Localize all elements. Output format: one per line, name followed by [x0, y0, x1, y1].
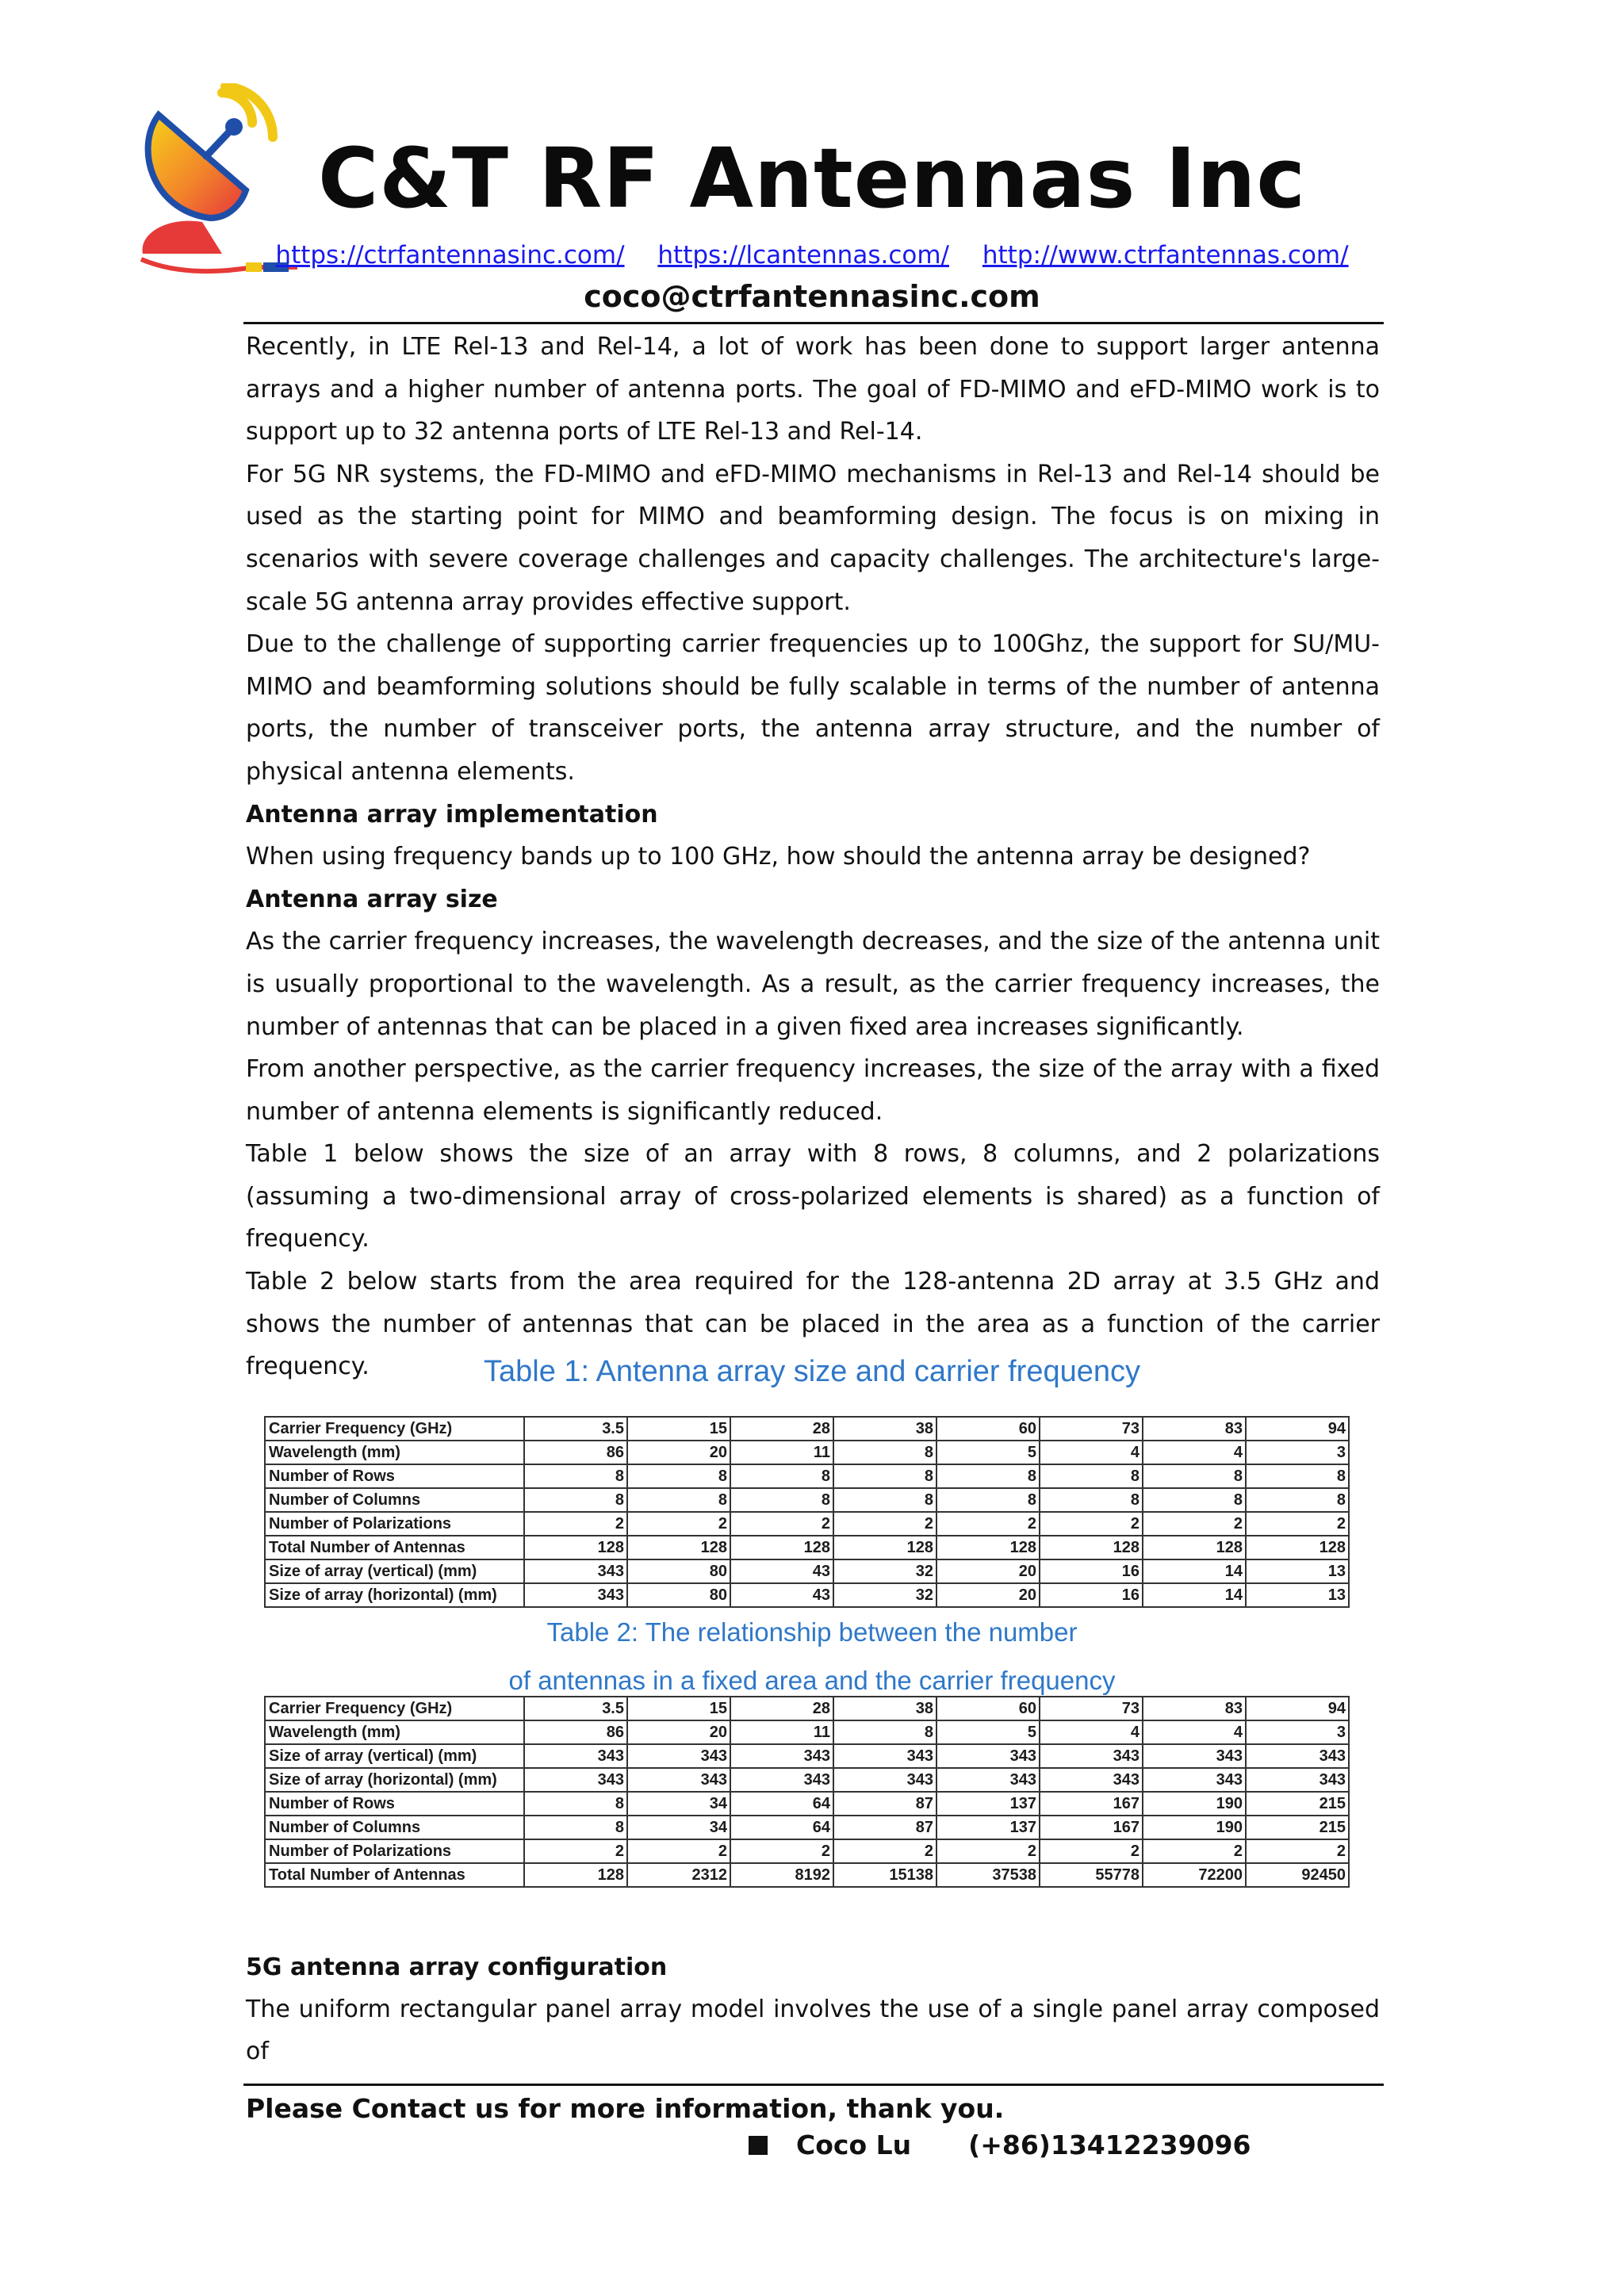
table-cell: 343 — [936, 1744, 1040, 1768]
table-cell: 83 — [1143, 1697, 1246, 1720]
table-cell: 72200 — [1143, 1863, 1246, 1887]
table-cell: 14 — [1143, 1559, 1246, 1583]
row-label: Wavelength (mm) — [265, 1441, 524, 1464]
table-cell: 8 — [833, 1720, 936, 1744]
table2-caption-line2: of antennas in a fixed area and the carrier frequency — [508, 1666, 1116, 1695]
contact-phone: (+86)13412239096 — [968, 2130, 1251, 2160]
table-cell: 215 — [1246, 1816, 1349, 1839]
table-cell: 343 — [1040, 1768, 1143, 1792]
row-label: Wavelength (mm) — [265, 1720, 524, 1744]
table-row — [265, 1559, 1349, 1583]
table-cell: 343 — [833, 1768, 936, 1792]
contact-line — [749, 2126, 1251, 2164]
table-cell: 128 — [730, 1536, 833, 1559]
table-cell: 8 — [627, 1488, 730, 1512]
table-cell: 34 — [627, 1792, 730, 1816]
table-cell: 43 — [730, 1559, 833, 1583]
section-heading: Antenna array size — [246, 885, 498, 913]
square-bullet-icon — [749, 2136, 768, 2155]
table-row — [265, 1512, 1349, 1536]
table-cell: 8 — [627, 1464, 730, 1488]
row-label: Size of array (horizontal) (mm) — [265, 1583, 524, 1607]
table-cell: 20 — [627, 1720, 730, 1744]
table-cell: 2 — [936, 1839, 1040, 1863]
table-cell: 8 — [730, 1488, 833, 1512]
table-cell: 38 — [833, 1417, 936, 1441]
link-ctrfantennas[interactable]: http://www.ctrfantennas.com/ — [982, 241, 1349, 270]
table-cell: 80 — [627, 1559, 730, 1583]
table-cell: 167 — [1040, 1792, 1143, 1816]
table-cell: 8 — [936, 1464, 1040, 1488]
table-cell: 15 — [627, 1417, 730, 1441]
table-cell: 28 — [730, 1417, 833, 1441]
table-cell: 8192 — [730, 1863, 833, 1887]
paragraph: When using frequency bands up to 100 GHz, how should the antenna array be designed? — [246, 843, 1311, 871]
table-row — [265, 1792, 1349, 1816]
table-cell: 4 — [1040, 1441, 1143, 1464]
table-cell: 86 — [524, 1720, 627, 1744]
row-label: Size of array (horizontal) (mm) — [265, 1768, 524, 1792]
table-cell: 343 — [1246, 1744, 1349, 1768]
table-row — [265, 1536, 1349, 1559]
header-divider — [243, 322, 1384, 324]
table-cell: 8 — [730, 1464, 833, 1488]
row-label: Number of Rows — [265, 1792, 524, 1816]
table-cell: 128 — [524, 1863, 627, 1887]
table-cell: 13 — [1246, 1583, 1349, 1607]
row-label: Carrier Frequency (GHz) — [265, 1697, 524, 1720]
section-heading: 5G antenna array configuration — [246, 1954, 668, 1981]
table-cell: 2 — [1143, 1512, 1246, 1536]
table-cell: 343 — [524, 1583, 627, 1607]
paragraph: As the carrier frequency increases, the wavelength decreases, and the size of the antenna unit is usually proportional to the wavelength. As a result, as the carrier frequency increases, the number of antennas that can be placed in a given fixed area increases significantly. — [246, 928, 1380, 1041]
table-row — [265, 1583, 1349, 1607]
paragraph: Table 2 below starts from the area required for the 128-antenna 2D array at 3.5 GHz and shows the number of antennas that can be placed in the area as a function of the carrier frequency. — [246, 1268, 1380, 1381]
table-cell: 343 — [1143, 1744, 1246, 1768]
table-cell: 4 — [1040, 1720, 1143, 1744]
table-cell: 2 — [1246, 1839, 1349, 1863]
table-cell: 60 — [936, 1697, 1040, 1720]
article-body — [246, 326, 1380, 1388]
table-cell: 137 — [936, 1816, 1040, 1839]
table-row — [265, 1768, 1349, 1792]
table-cell: 2312 — [627, 1863, 730, 1887]
table-cell: 94 — [1246, 1697, 1349, 1720]
contact-name: Coco Lu — [796, 2130, 912, 2160]
table-cell: 343 — [730, 1768, 833, 1792]
table-cell: 343 — [1246, 1768, 1349, 1792]
table-cell: 128 — [1040, 1536, 1143, 1559]
table-cell: 3.5 — [524, 1697, 627, 1720]
paragraph: Recently, in LTE Rel-13 and Rel-14, a lot of work has been done to support larger antenna arrays and a higher number of antenna ports. The goal of FD-MIMO and eFD-MIMO work is to support up to 32 antenna ports of LTE Rel-13 and Rel-14. — [246, 333, 1380, 446]
table-cell: 20 — [627, 1441, 730, 1464]
row-label: Total Number of Antennas — [265, 1863, 524, 1887]
table-cell: 343 — [524, 1768, 627, 1792]
table-cell: 2 — [627, 1839, 730, 1863]
table-cell: 20 — [936, 1559, 1040, 1583]
table-cell: 128 — [627, 1536, 730, 1559]
table-cell: 8 — [833, 1488, 936, 1512]
contact-email: coco@ctrfantennasinc.com — [584, 279, 1040, 314]
table-cell: 2 — [627, 1512, 730, 1536]
table-cell: 13 — [1246, 1559, 1349, 1583]
paragraph: The uniform rectangular panel array model involves the use of a single panel array composed of — [246, 1996, 1380, 2065]
table-cell: 2 — [730, 1839, 833, 1863]
table-cell: 8 — [524, 1464, 627, 1488]
table1 — [264, 1416, 1350, 1608]
table2-caption-line1: Table 2: The relationship between the number — [546, 1617, 1078, 1647]
table-cell: 20 — [936, 1583, 1040, 1607]
table-cell: 2 — [730, 1512, 833, 1536]
table-row — [265, 1816, 1349, 1839]
table-cell: 128 — [524, 1536, 627, 1559]
table-cell: 343 — [524, 1744, 627, 1768]
table-cell: 5 — [936, 1720, 1040, 1744]
table-cell: 2 — [936, 1512, 1040, 1536]
table-cell: 8 — [1143, 1488, 1246, 1512]
table-cell: 2 — [524, 1839, 627, 1863]
table-cell: 11 — [730, 1720, 833, 1744]
row-label: Carrier Frequency (GHz) — [265, 1417, 524, 1441]
paragraph: For 5G NR systems, the FD-MIMO and eFD-MIMO mechanisms in Rel-13 and Rel-14 should be used as the starting point for MIMO and beamforming design. The focus is on mixing in scenarios with severe coverage challenges and capacity challenges. The architecture's large-scale 5G antenna array provides effective support. — [246, 460, 1380, 616]
table-cell: 15138 — [833, 1863, 936, 1887]
table-row — [265, 1417, 1349, 1441]
table-cell: 16 — [1040, 1559, 1143, 1583]
link-lcantennas[interactable]: https://lcantennas.com/ — [657, 241, 949, 270]
table-cell: 3 — [1246, 1441, 1349, 1464]
table-cell: 38 — [833, 1697, 936, 1720]
table-cell: 32 — [833, 1583, 936, 1607]
table-cell: 343 — [833, 1744, 936, 1768]
table-cell: 34 — [627, 1816, 730, 1839]
table-cell: 94 — [1246, 1417, 1349, 1441]
table-cell: 128 — [1143, 1536, 1246, 1559]
table-cell: 73 — [1040, 1697, 1143, 1720]
table-cell: 128 — [936, 1536, 1040, 1559]
table-cell: 8 — [1040, 1488, 1143, 1512]
table-cell: 64 — [730, 1816, 833, 1839]
section-heading: Antenna array implementation — [246, 800, 658, 828]
table-cell: 8 — [1143, 1464, 1246, 1488]
row-label: Size of array (vertical) (mm) — [265, 1559, 524, 1583]
table-cell: 87 — [833, 1816, 936, 1839]
table-cell: 43 — [730, 1583, 833, 1607]
table-cell: 167 — [1040, 1816, 1143, 1839]
table-cell: 128 — [833, 1536, 936, 1559]
table-cell: 343 — [627, 1768, 730, 1792]
table-cell: 343 — [730, 1744, 833, 1768]
row-label: Number of Polarizations — [265, 1512, 524, 1536]
table-cell: 2 — [833, 1839, 936, 1863]
table-row — [265, 1863, 1349, 1887]
table-row — [265, 1697, 1349, 1720]
table-cell: 8 — [833, 1464, 936, 1488]
paragraph: Due to the challenge of supporting carrier frequencies up to 100Ghz, the support for SU/MU-MIMO and beamforming solutions should be fully scalable in terms of the number of antenna ports, the number of transceiver ports, the antenna array structure, and the number of physical antenna elements. — [246, 630, 1380, 786]
table-cell: 8 — [1246, 1488, 1349, 1512]
table-cell: 14 — [1143, 1583, 1246, 1607]
table-cell: 8 — [1040, 1464, 1143, 1488]
table-row — [265, 1720, 1349, 1744]
table-cell: 215 — [1246, 1792, 1349, 1816]
row-label: Number of Polarizations — [265, 1839, 524, 1863]
table-cell: 11 — [730, 1441, 833, 1464]
table-cell: 190 — [1143, 1792, 1246, 1816]
table-cell: 16 — [1040, 1583, 1143, 1607]
table-cell: 8 — [936, 1488, 1040, 1512]
table-cell: 128 — [1246, 1536, 1349, 1559]
table-cell: 64 — [730, 1792, 833, 1816]
table-row — [265, 1839, 1349, 1863]
table-cell: 8 — [524, 1792, 627, 1816]
table-cell: 60 — [936, 1417, 1040, 1441]
table-cell: 190 — [1143, 1816, 1246, 1839]
table-cell: 8 — [524, 1816, 627, 1839]
link-ctrfantennasinc[interactable]: https://ctrfantennasinc.com/ — [275, 241, 625, 270]
row-label: Number of Rows — [265, 1464, 524, 1488]
table-row — [265, 1744, 1349, 1768]
table-cell: 28 — [730, 1697, 833, 1720]
table-cell: 37538 — [936, 1863, 1040, 1887]
table-cell: 32 — [833, 1559, 936, 1583]
table-cell: 2 — [1246, 1512, 1349, 1536]
table-cell: 137 — [936, 1792, 1040, 1816]
row-label: Size of array (vertical) (mm) — [265, 1744, 524, 1768]
table-cell: 343 — [1040, 1744, 1143, 1768]
row-label: Number of Columns — [265, 1488, 524, 1512]
table-cell: 80 — [627, 1583, 730, 1607]
table-cell: 3 — [1246, 1720, 1349, 1744]
table-cell: 2 — [1143, 1839, 1246, 1863]
table-cell: 92450 — [1246, 1863, 1349, 1887]
table-cell: 5 — [936, 1441, 1040, 1464]
table-cell: 2 — [833, 1512, 936, 1536]
row-label: Number of Columns — [265, 1816, 524, 1839]
company-title: C&T RF Antennas Inc — [317, 130, 1307, 227]
table-cell: 2 — [1040, 1512, 1143, 1536]
row-label: Total Number of Antennas — [265, 1536, 524, 1559]
table-cell: 2 — [524, 1512, 627, 1536]
table1-caption: Table 1: Antenna array size and carrier frequency — [483, 1355, 1141, 1388]
table-cell: 8 — [524, 1488, 627, 1512]
table-row — [265, 1488, 1349, 1512]
website-links — [0, 236, 1624, 274]
table-cell: 55778 — [1040, 1863, 1143, 1887]
table-cell: 73 — [1040, 1417, 1143, 1441]
table-cell: 15 — [627, 1697, 730, 1720]
table-cell: 343 — [936, 1768, 1040, 1792]
footer-note: Please Contact us for more information, thank you. — [246, 2093, 1005, 2124]
table-cell: 2 — [1040, 1839, 1143, 1863]
paragraph: Table 1 below shows the size of an array with 8 rows, 8 columns, and 2 polarizations (assuming a two-dimensional array of cross-polarized elements is shared) as a function of frequency. — [246, 1140, 1380, 1253]
table-cell: 8 — [1246, 1464, 1349, 1488]
table-cell: 343 — [1143, 1768, 1246, 1792]
table-cell: 83 — [1143, 1417, 1246, 1441]
table-cell: 4 — [1143, 1441, 1246, 1464]
footer-divider — [243, 2084, 1384, 2086]
table-row — [265, 1441, 1349, 1464]
table-cell: 343 — [627, 1744, 730, 1768]
table2 — [264, 1696, 1350, 1888]
table-cell: 87 — [833, 1792, 936, 1816]
table-cell: 8 — [833, 1441, 936, 1464]
paragraph: From another perspective, as the carrier frequency increases, the size of the array with a fixed number of antenna elements is significantly reduced. — [246, 1055, 1380, 1126]
table-cell: 4 — [1143, 1720, 1246, 1744]
table-cell: 343 — [524, 1559, 627, 1583]
table-cell: 86 — [524, 1441, 627, 1464]
table-cell: 3.5 — [524, 1417, 627, 1441]
table-row — [265, 1464, 1349, 1488]
